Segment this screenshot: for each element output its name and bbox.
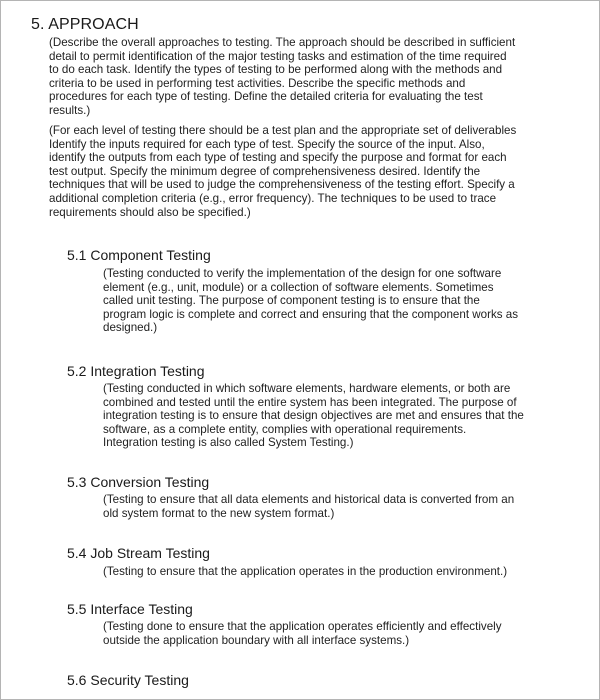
text-line: (Testing to ensure that the application operates in the production environment.) (103, 565, 508, 578)
text-line: designed.) (103, 321, 158, 335)
text-line: (Testing done to ensure that the application operates efficiently and effectively (103, 620, 502, 633)
text-line: (For each level of testing there should be a test plan and the appropriate set of deliverables (49, 124, 517, 137)
text-line: procedures for each type of testing. Define the detailed criteria for evaluating the test (49, 90, 483, 104)
subsection-heading-component-testing: 5.1 Component Testing (67, 247, 211, 263)
conversion-testing-description (103, 493, 514, 520)
text-line: identify the outputs from each type of testing and specify the purpose and format for each (49, 151, 507, 165)
component-testing-description (103, 267, 518, 335)
section-heading: 5. APPROACH (31, 16, 139, 33)
text-line: element (e.g., unit, module) or a collection of software elements. Sometimes (103, 280, 494, 294)
subsection-heading-interface-testing: 5.5 Interface Testing (67, 601, 193, 617)
approach-description (49, 36, 515, 118)
text-line: (Testing conducted in which software elements, hardware elements, or both are (103, 382, 511, 395)
text-line: test output. Specify the minimum degree of comprehensiveness desired. Identify the (49, 164, 481, 178)
subsection-heading-job-stream-testing: 5.4 Job Stream Testing (67, 545, 210, 561)
text-line: outside the application boundary with all interface systems.) (103, 633, 410, 647)
subsection-heading-conversion-testing: 5.3 Conversion Testing (67, 474, 210, 490)
job-stream-testing-description (103, 565, 507, 579)
subsection-heading-integration-testing: 5.2 Integration Testing (67, 363, 205, 379)
deliverables-description (49, 124, 516, 219)
text-line: software, as a complete entity, complies with operational requirements. (103, 422, 467, 436)
text-line: Integration testing is also called System Testing.) (103, 436, 354, 450)
text-line: (Testing conducted to verify the implementation of the design for one software (103, 267, 502, 280)
text-line: results.) (49, 103, 91, 117)
text-line: detail to permit identification of the major testing tasks and estimation of the time required (49, 49, 507, 63)
text-line: additional completion criteria (e.g., error frequency). The techniques to be used to trace (49, 191, 497, 205)
subsection-heading-security-testing: 5.6 Security Testing (67, 672, 189, 688)
text-line: combined and tested until the entire system has been integrated. The purpose of (103, 395, 517, 409)
interface-testing-description (103, 620, 502, 647)
text-line: requirements should also be specified.) (49, 205, 251, 219)
text-line: program logic is complete and correct and ensuring that the component works as (103, 307, 519, 321)
text-line: called unit testing. The purpose of component testing is to ensure that the (103, 294, 480, 308)
text-line: techniques that will be used to judge the comprehensiveness of the testing effort. Specify a (49, 178, 515, 192)
text-line: old system format to the new system format.) (103, 506, 335, 520)
text-line: (Testing to ensure that all data elements and historical data is converted from an (103, 493, 515, 506)
text-line: Identify the inputs required for each type of test. Specify the source of the input. Also, (49, 137, 485, 151)
text-line: to do each task. Identify the types of testing to be performed along with the methods and (49, 63, 503, 77)
text-line: criteria to be used in performing test activities. Describe the specific methods and (49, 76, 466, 90)
text-line: integration testing is to ensure that design objectives are met and ensures that the (103, 409, 524, 423)
text-line: (Describe the overall approaches to testing. The approach should be described in sufficient (49, 36, 516, 49)
integration-testing-description (103, 382, 524, 450)
